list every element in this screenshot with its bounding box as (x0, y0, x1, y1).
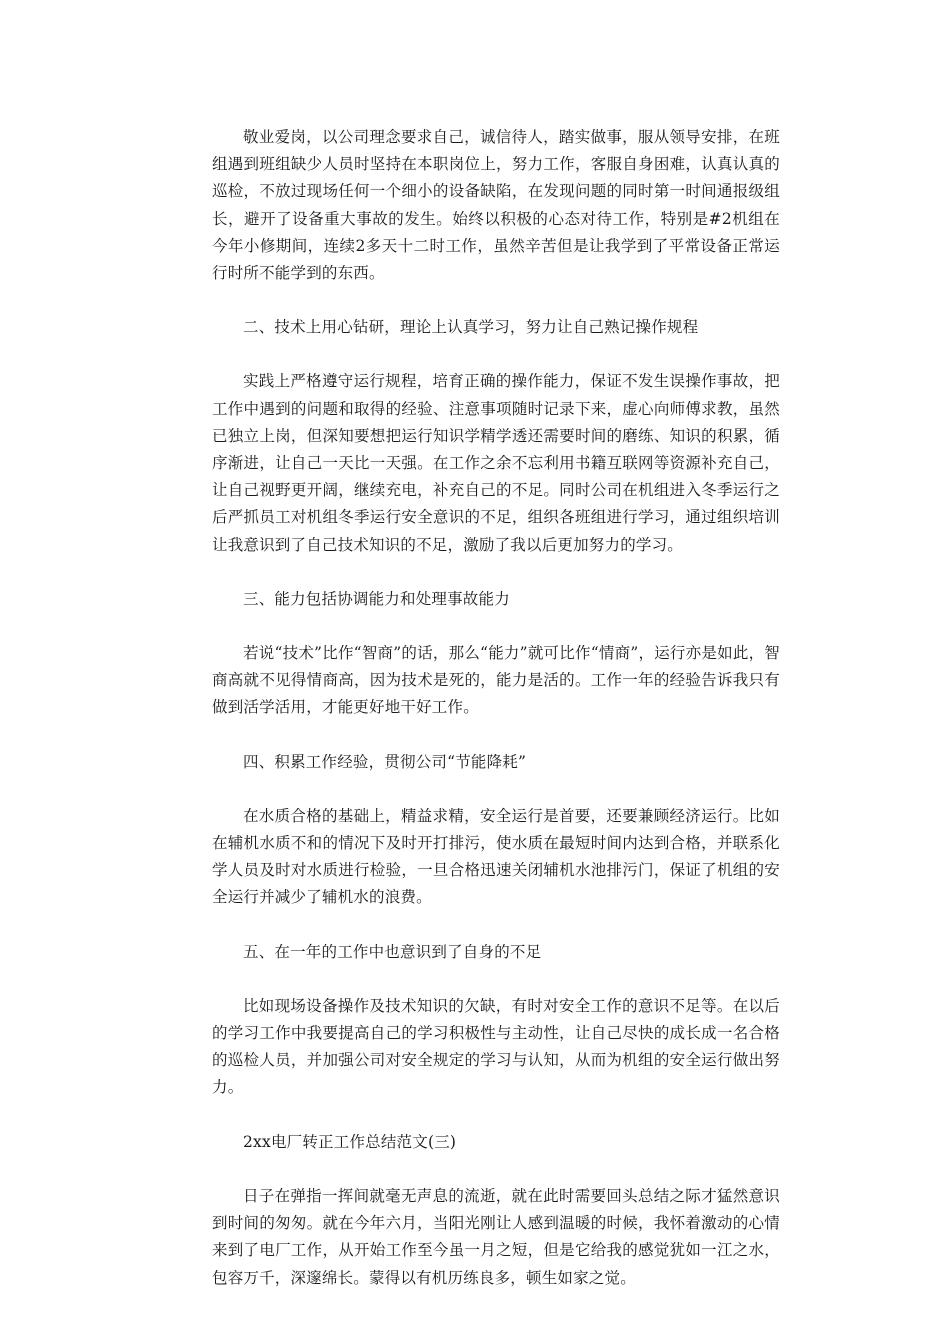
section-heading-4: 四、积累工作经验，贯彻公司“节能降耗” (243, 752, 527, 771)
document-body (212, 124, 780, 1319)
paragraph-water-quality: 在水质合格的基础上，精益求精，安全运行是首要，还要兼顾经济运行。比如在辅机水质不和的情况下及时开打排污，使水质在最短时间内达到合格，并联系化学人员及时对水质进行检验，一旦合格迅速关闭辅机水池排污门，保证了机组的安全运行并减少了辅机水的浪费。 (212, 806, 780, 907)
section-heading-2: 二、技术上用心钻研，理论上认真学习，努力让自己熟记操作规程 (243, 318, 699, 337)
document-subtitle: 2xx电厂转正工作总结范文(三) (243, 1132, 457, 1151)
paragraph-shortcomings: 比如现场设备操作及技术知识的欠缺，有时对安全工作的意识不足等。在以后的学习工作中我要提高自己的学习积极性与主动性，让自己尽快的成长成一名合格的巡检人员，并加强公司对安全规定的学习与认知，从而为机组的安全运行做出努力。 (212, 996, 780, 1097)
section-heading-3: 三、能力包括协调能力和处理事故能力 (243, 589, 510, 608)
paragraph-dedication: 敬业爱岗，以公司理念要求自己，诚信待人，踏实做事，服从领导安排，在班组遇到班组缺少人员时坚持在本职岗位上，努力工作，客服自身困难，认真认真的巡检，不放过现场任何一个细小的设备缺陷，在发现问题的同时第一时间通报级组长，避开了设备重大事故的发生。始终以积极的心态对待工作，特别是#2机组在今年小修期间，连续2多天十二时工作，虽然辛苦但是让我学到了平常设备正常运行时所不能学到的东西。 (212, 128, 780, 283)
section-heading-5: 五、在一年的工作中也意识到了自身的不足 (243, 942, 542, 961)
paragraph-time: 日子在弹指一挥间就毫无声息的流逝，就在此时需要回头总结之际才猛然意识到时间的匆匆。就在今年六月，当阳光刚让人感到温暖的时候，我怀着激动的心情来到了电厂工作，从开始工作至今虽一月之短，但是它给我的感觉犹如一江之水，包容万千，深邃绵长。蒙得以有机历练良多，顿生如家之觉。 (212, 1186, 780, 1287)
paragraph-ability: 若说“技术”比作“智商”的话，那么“能力”就可比作“情商”，运行亦是如此，智商高就不见得情商高，因为技术是死的，能力是活的。工作一年的经验告诉我只有做到活学活用，才能更好地干好工作。 (212, 644, 780, 717)
paragraph-practice: 实践上严格遵守运行规程，培育正确的操作能力，保证不发生误操作事故，把工作中遇到的问题和取得的经验、注意事项随时记录下来，虚心向师傅求教，虽然已独立上岗，但深知要想把运行知识学精学透还需要时间的磨练、知识的积累，循序渐进，让自己一天比一天强。在工作之余不忘利用书籍互联网等资源补充自己，让自己视野更开阔，继续充电，补充自己的不足。同时公司在机组进入冬季运行之后严抓员工对机组冬季运行安全意识的不足，组织各班组进行学习，通过组织培训让我意识到了自己技术知识的不足，激励了我以后更加努力的学习。 (212, 372, 780, 554)
